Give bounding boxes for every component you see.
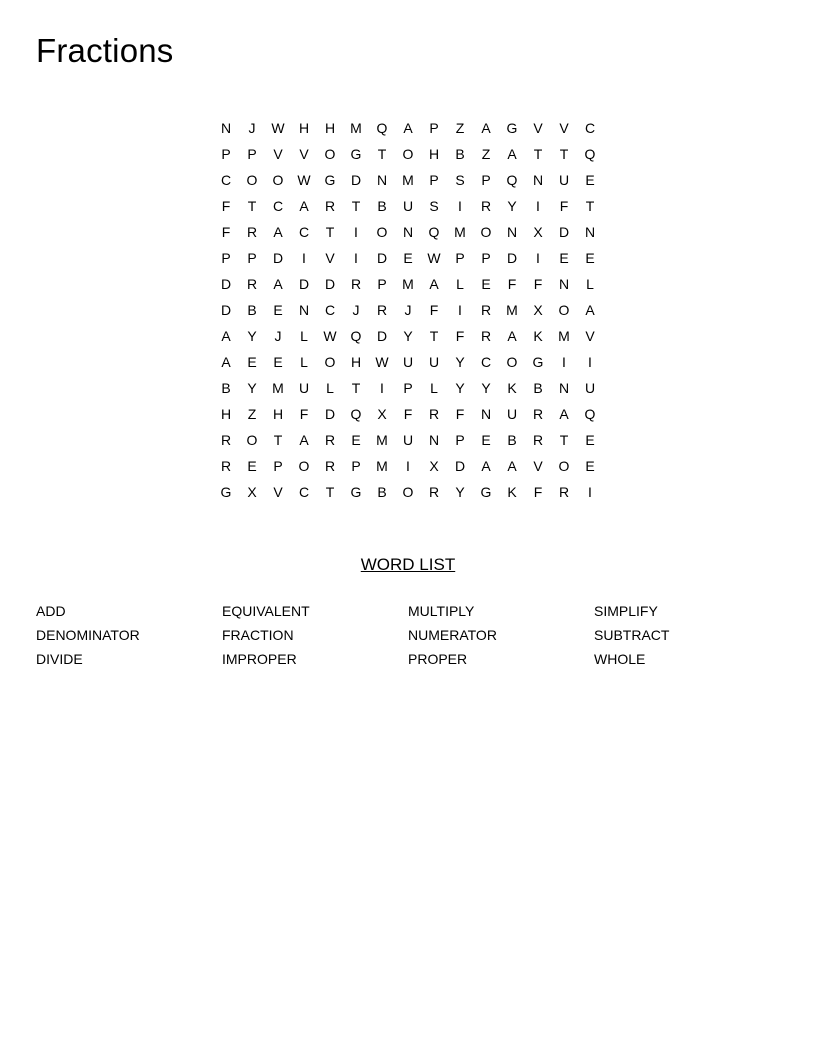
grid-letter: P xyxy=(481,172,491,188)
grid-letter: O xyxy=(558,302,570,318)
grid-letter: I xyxy=(562,354,566,370)
grid-letter: C xyxy=(272,198,284,214)
grid-letter: I xyxy=(354,250,358,266)
grid-letter: X xyxy=(533,224,543,240)
grid-letter: X xyxy=(429,458,439,474)
grid-letter: G xyxy=(532,354,544,370)
grid-letter: G xyxy=(350,484,362,500)
grid-letter: R xyxy=(350,276,362,292)
grid-letter: V xyxy=(559,120,569,136)
grid-letter: F xyxy=(533,484,543,500)
grid-letter: B xyxy=(455,146,465,162)
grid-letter: T xyxy=(585,198,595,214)
page-title: Fractions xyxy=(36,32,174,69)
grid-letter: E xyxy=(247,458,257,474)
grid-letter: N xyxy=(298,302,310,318)
word-list-item: DIVIDE xyxy=(36,651,83,667)
grid-letter: C xyxy=(298,484,310,500)
grid-letter: Q xyxy=(584,146,596,162)
grid-letter: R xyxy=(480,328,492,344)
grid-letter: O xyxy=(298,458,310,474)
grid-letter: E xyxy=(247,354,257,370)
grid-letter: A xyxy=(507,328,517,344)
grid-letter: D xyxy=(324,276,336,292)
grid-letter: L xyxy=(456,276,464,292)
grid-letter: R xyxy=(376,302,388,318)
grid-letter: B xyxy=(247,302,257,318)
grid-letter: F xyxy=(507,276,517,292)
grid-letter: J xyxy=(404,302,412,318)
grid-letter: M xyxy=(376,432,388,448)
grid-letter: D xyxy=(454,458,466,474)
grid-letter: F xyxy=(221,198,231,214)
grid-letter: N xyxy=(558,380,570,396)
grid-letter: R xyxy=(324,432,336,448)
grid-letter: Q xyxy=(350,406,362,422)
grid-letter: B xyxy=(221,380,231,396)
grid-letter: I xyxy=(536,250,540,266)
grid-letter: D xyxy=(376,250,388,266)
grid-letter: T xyxy=(351,198,361,214)
grid-letter: N xyxy=(428,432,440,448)
grid-letter: O xyxy=(558,458,570,474)
grid-letter: S xyxy=(455,172,465,188)
grid-letter: P xyxy=(273,458,283,474)
grid-letter: A xyxy=(273,224,283,240)
grid-letter: A xyxy=(403,120,413,136)
grid-letter: A xyxy=(429,276,439,292)
grid-letter: V xyxy=(585,328,595,344)
grid-letter: A xyxy=(481,458,491,474)
grid-letter: Q xyxy=(584,406,596,422)
grid-letter: E xyxy=(585,250,595,266)
grid-letter: J xyxy=(352,302,360,318)
grid-letter: I xyxy=(458,302,462,318)
grid-letter: T xyxy=(351,380,361,396)
grid-letter: U xyxy=(584,380,596,396)
grid-letter: R xyxy=(480,198,492,214)
grid-letter: O xyxy=(376,224,388,240)
grid-letter: E xyxy=(585,432,595,448)
grid-letter: F xyxy=(559,198,569,214)
grid-letter: Q xyxy=(506,172,518,188)
grid-letter: V xyxy=(325,250,335,266)
grid-letter: Y xyxy=(507,198,517,214)
grid-letter: L xyxy=(300,354,308,370)
word-list-heading: WORD LIST xyxy=(360,555,456,574)
grid-letter: V xyxy=(299,146,309,162)
grid-letter: E xyxy=(403,250,413,266)
word-list-item: PROPER xyxy=(408,651,468,667)
word-list xyxy=(36,601,780,673)
grid-letter: C xyxy=(324,302,336,318)
grid-letter: B xyxy=(377,198,387,214)
grid-letter: Y xyxy=(455,484,465,500)
grid-letter: P xyxy=(481,250,491,266)
grid-letter: U xyxy=(402,432,414,448)
grid-letter: M xyxy=(402,276,414,292)
grid-letter: G xyxy=(480,484,492,500)
grid-letter: M xyxy=(272,380,284,396)
grid-letter: T xyxy=(273,432,283,448)
grid-letter: A xyxy=(299,198,309,214)
word-list-item: SIMPLIFY xyxy=(594,603,658,619)
grid-letter: T xyxy=(325,484,335,500)
grid-letter: X xyxy=(247,484,257,500)
grid-letter: O xyxy=(324,146,336,162)
grid-letter: O xyxy=(246,172,258,188)
grid-letter: W xyxy=(427,250,441,266)
grid-letter: H xyxy=(428,146,440,162)
grid-letter: O xyxy=(246,432,258,448)
grid-letter: T xyxy=(559,146,569,162)
grid-letter: B xyxy=(377,484,387,500)
grid-letter: W xyxy=(323,328,337,344)
grid-letter: D xyxy=(220,276,232,292)
grid-letter: E xyxy=(481,432,491,448)
grid-letter: G xyxy=(324,172,336,188)
grid-letter: U xyxy=(428,354,440,370)
grid-letter: M xyxy=(350,120,362,136)
grid-letter: I xyxy=(588,354,592,370)
grid-letter: M xyxy=(506,302,518,318)
grid-letter: Q xyxy=(428,224,440,240)
grid-letter: E xyxy=(559,250,569,266)
grid-letter: P xyxy=(455,432,465,448)
grid-letter: H xyxy=(350,354,362,370)
grid-letter: R xyxy=(532,406,544,422)
grid-letter: P xyxy=(429,172,439,188)
grid-letter: D xyxy=(350,172,362,188)
grid-letter: O xyxy=(480,224,492,240)
grid-letter: I xyxy=(406,458,410,474)
grid-letter: I xyxy=(588,484,592,500)
grid-letter: M xyxy=(402,172,414,188)
grid-letter: T xyxy=(533,146,543,162)
word-list-item: ADD xyxy=(36,603,66,619)
word-search-grid xyxy=(213,115,603,505)
grid-letter: B xyxy=(507,432,517,448)
grid-letter: N xyxy=(480,406,492,422)
grid-letter: U xyxy=(402,354,414,370)
grid-letter: L xyxy=(586,276,594,292)
grid-letter: S xyxy=(429,198,439,214)
grid-letter: M xyxy=(454,224,466,240)
grid-letter: N xyxy=(220,120,232,136)
grid-letter: K xyxy=(507,484,517,500)
grid-letter: Y xyxy=(455,380,465,396)
grid-letter: N xyxy=(376,172,388,188)
grid-letter: E xyxy=(273,354,283,370)
grid-letter: O xyxy=(506,354,518,370)
grid-letter: P xyxy=(403,380,413,396)
grid-letter: F xyxy=(221,224,231,240)
grid-letter: J xyxy=(274,328,282,344)
grid-letter: N xyxy=(558,276,570,292)
grid-letter: P xyxy=(377,276,387,292)
grid-letter: E xyxy=(351,432,361,448)
grid-letter: T xyxy=(247,198,257,214)
grid-letter: O xyxy=(402,484,414,500)
grid-letter: W xyxy=(297,172,311,188)
word-list-item: NUMERATOR xyxy=(408,627,497,643)
grid-letter: K xyxy=(507,380,517,396)
grid-letter: G xyxy=(350,146,362,162)
grid-letter: I xyxy=(380,380,384,396)
grid-letter: T xyxy=(559,432,569,448)
grid-letter: B xyxy=(533,380,543,396)
grid-letter: I xyxy=(458,198,462,214)
grid-letter: R xyxy=(246,276,258,292)
grid-letter: V xyxy=(533,458,543,474)
grid-letter: E xyxy=(481,276,491,292)
word-list-item: SUBTRACT xyxy=(594,627,670,643)
grid-letter: H xyxy=(324,120,336,136)
grid-letter: G xyxy=(220,484,232,500)
grid-letter: W xyxy=(375,354,389,370)
grid-letter: X xyxy=(533,302,543,318)
grid-letter: F xyxy=(403,406,413,422)
grid-letter: Y xyxy=(455,354,465,370)
grid-letter: V xyxy=(273,146,283,162)
grid-letter: T xyxy=(429,328,439,344)
grid-letter: E xyxy=(585,458,595,474)
grid-letter: D xyxy=(298,276,310,292)
grid-letter: N xyxy=(402,224,414,240)
grid-letter: T xyxy=(377,146,387,162)
grid-letter: R xyxy=(428,484,440,500)
grid-letter: R xyxy=(532,432,544,448)
grid-letter: R xyxy=(246,224,258,240)
grid-letter: I xyxy=(536,198,540,214)
grid-letter: R xyxy=(220,458,232,474)
grid-letter: D xyxy=(558,224,570,240)
grid-letter: Y xyxy=(481,380,491,396)
grid-letter: Q xyxy=(376,120,388,136)
grid-letter: W xyxy=(271,120,285,136)
grid-letter: R xyxy=(324,458,336,474)
grid-letter: L xyxy=(326,380,334,396)
grid-letter: O xyxy=(272,172,284,188)
grid-letter: P xyxy=(247,250,257,266)
grid-letter: D xyxy=(506,250,518,266)
grid-letter: R xyxy=(558,484,570,500)
grid-letter: O xyxy=(324,354,336,370)
grid-letter: Y xyxy=(247,328,257,344)
grid-letter: I xyxy=(354,224,358,240)
word-list-item: EQUIVALENT xyxy=(222,603,310,619)
grid-letter: N xyxy=(506,224,518,240)
grid-letter: Y xyxy=(247,380,257,396)
grid-letter: D xyxy=(376,328,388,344)
grid-letter: C xyxy=(220,172,232,188)
grid-letter: H xyxy=(298,120,310,136)
grid-letter: U xyxy=(558,172,570,188)
grid-letter: M xyxy=(376,458,388,474)
grid-letter: I xyxy=(302,250,306,266)
grid-letter: C xyxy=(298,224,310,240)
grid-letter: E xyxy=(585,172,595,188)
grid-letter: A xyxy=(299,432,309,448)
grid-letter: N xyxy=(584,224,596,240)
grid-letter: V xyxy=(273,484,283,500)
grid-letter: N xyxy=(532,172,544,188)
grid-letter: C xyxy=(584,120,596,136)
grid-letter: K xyxy=(533,328,543,344)
grid-letter: Z xyxy=(481,146,491,162)
grid-letter: D xyxy=(272,250,284,266)
grid-letter: F xyxy=(299,406,309,422)
grid-letter: H xyxy=(272,406,284,422)
grid-letter: A xyxy=(507,458,517,474)
grid-letter: X xyxy=(377,406,387,422)
grid-letter: M xyxy=(558,328,570,344)
grid-letter: A xyxy=(507,146,517,162)
grid-letter: A xyxy=(273,276,283,292)
grid-letter: F xyxy=(429,302,439,318)
grid-letter: Y xyxy=(403,328,413,344)
grid-letter: L xyxy=(430,380,438,396)
grid-letter: D xyxy=(220,302,232,318)
grid-letter: Z xyxy=(247,406,257,422)
grid-letter: P xyxy=(221,250,231,266)
grid-letter: P xyxy=(221,146,231,162)
grid-letter: U xyxy=(402,198,414,214)
grid-letter: R xyxy=(324,198,336,214)
grid-letter: R xyxy=(220,432,232,448)
grid-letter: D xyxy=(324,406,336,422)
grid-letter: A xyxy=(481,120,491,136)
grid-letter: L xyxy=(300,328,308,344)
grid-letter: F xyxy=(533,276,543,292)
word-list-item: IMPROPER xyxy=(222,651,297,667)
grid-letter: G xyxy=(506,120,518,136)
grid-letter: P xyxy=(247,146,257,162)
grid-letter: U xyxy=(506,406,518,422)
grid-letter: O xyxy=(402,146,414,162)
grid-letter: P xyxy=(455,250,465,266)
grid-letter: A xyxy=(585,302,595,318)
grid-letter: V xyxy=(533,120,543,136)
grid-letter: U xyxy=(298,380,310,396)
word-list-item: MULTIPLY xyxy=(408,603,475,619)
grid-letter: J xyxy=(248,120,256,136)
grid-letter: C xyxy=(480,354,492,370)
word-list-item: FRACTION xyxy=(222,627,294,643)
grid-letter: R xyxy=(480,302,492,318)
grid-letter: H xyxy=(220,406,232,422)
grid-letter: Q xyxy=(350,328,362,344)
grid-letter: P xyxy=(429,120,439,136)
word-list-item: DENOMINATOR xyxy=(36,627,140,643)
grid-letter: A xyxy=(559,406,569,422)
grid-letter: Z xyxy=(455,120,465,136)
word-list-item: WHOLE xyxy=(594,651,646,667)
grid-letter: E xyxy=(273,302,283,318)
grid-letter: A xyxy=(221,328,231,344)
grid-letter: A xyxy=(221,354,231,370)
grid-letter: R xyxy=(428,406,440,422)
grid-letter: F xyxy=(455,328,465,344)
grid-letter: T xyxy=(325,224,335,240)
grid-letter: F xyxy=(455,406,465,422)
grid-letter: P xyxy=(351,458,361,474)
